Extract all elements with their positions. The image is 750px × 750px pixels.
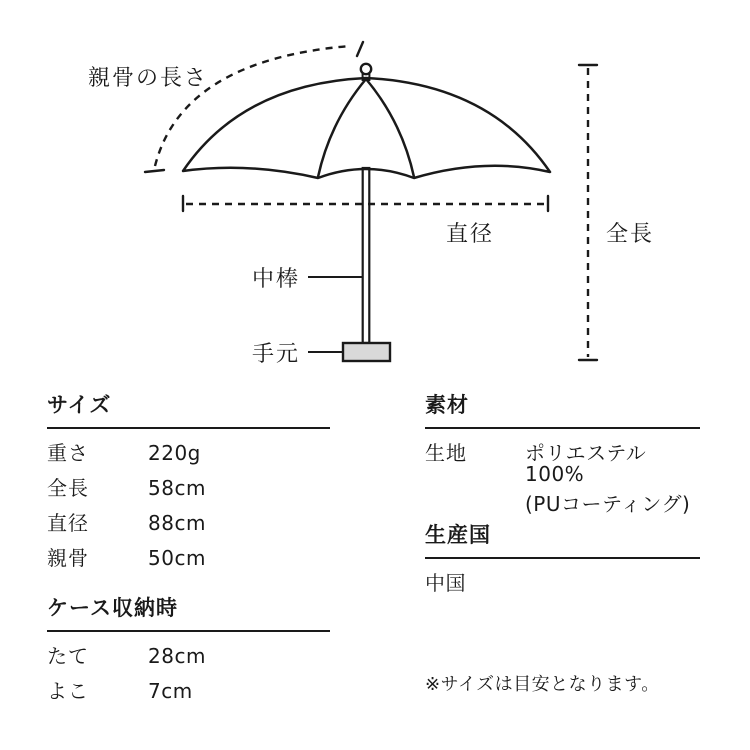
umbrella-top-knob	[361, 64, 371, 74]
spec-value-note: (PUコーティング)	[525, 492, 691, 516]
spec-label: たて	[47, 644, 89, 668]
material-section-title: 素材	[425, 393, 700, 429]
umbrella-shaft	[363, 168, 370, 343]
rib-length-arc-tick-top	[357, 42, 363, 56]
diameter-label: 直径	[446, 222, 495, 247]
umbrella-canopy	[183, 78, 550, 178]
origin-section-title: 生産国	[425, 523, 700, 559]
rib-length-label: 親骨の長さ	[88, 66, 209, 91]
spec-row-weight	[47, 443, 330, 464]
material-section	[425, 393, 700, 515]
umbrella-rib-left	[318, 79, 366, 177]
case-section	[47, 596, 330, 702]
origin-section	[425, 523, 700, 594]
case-section-title: ケース収納時	[47, 596, 330, 632]
spec-row-rib	[47, 548, 330, 569]
spec-label: 親骨	[47, 546, 89, 570]
size-disclaimer-note: ※サイズは目安となります。	[425, 674, 660, 695]
handle-label: 手元	[252, 342, 301, 367]
spec-row-width	[47, 681, 330, 702]
spec-label: 重さ	[47, 441, 89, 465]
spec-label: 全長	[47, 476, 89, 500]
spec-row-diameter	[47, 513, 330, 534]
spec-value: 28cm	[148, 644, 206, 668]
rib-length-arc-tick-bottom	[145, 170, 164, 172]
spec-row-origin	[425, 573, 700, 594]
spec-label: 生地	[425, 441, 467, 465]
spec-value: 58cm	[148, 476, 206, 500]
spec-row-fabric	[425, 443, 700, 485]
total-length-label: 全長	[606, 222, 655, 247]
umbrella-handle	[343, 343, 390, 361]
spec-value: 220g	[148, 441, 201, 465]
center-pole-label: 中棒	[252, 267, 301, 292]
size-section-title: サイズ	[47, 393, 330, 429]
spec-value: 中国	[425, 571, 466, 595]
spec-value: 88cm	[148, 511, 206, 535]
spec-label: よこ	[47, 679, 89, 703]
size-section	[47, 393, 330, 569]
spec-row-height	[47, 646, 330, 667]
spec-label: 直径	[47, 511, 89, 535]
spec-value: ポリエステル100%	[525, 441, 647, 486]
spec-value: 50cm	[148, 546, 206, 570]
spec-row-total-length	[47, 478, 330, 499]
umbrella-rib-right	[366, 79, 414, 177]
spec-value: 7cm	[148, 679, 193, 703]
